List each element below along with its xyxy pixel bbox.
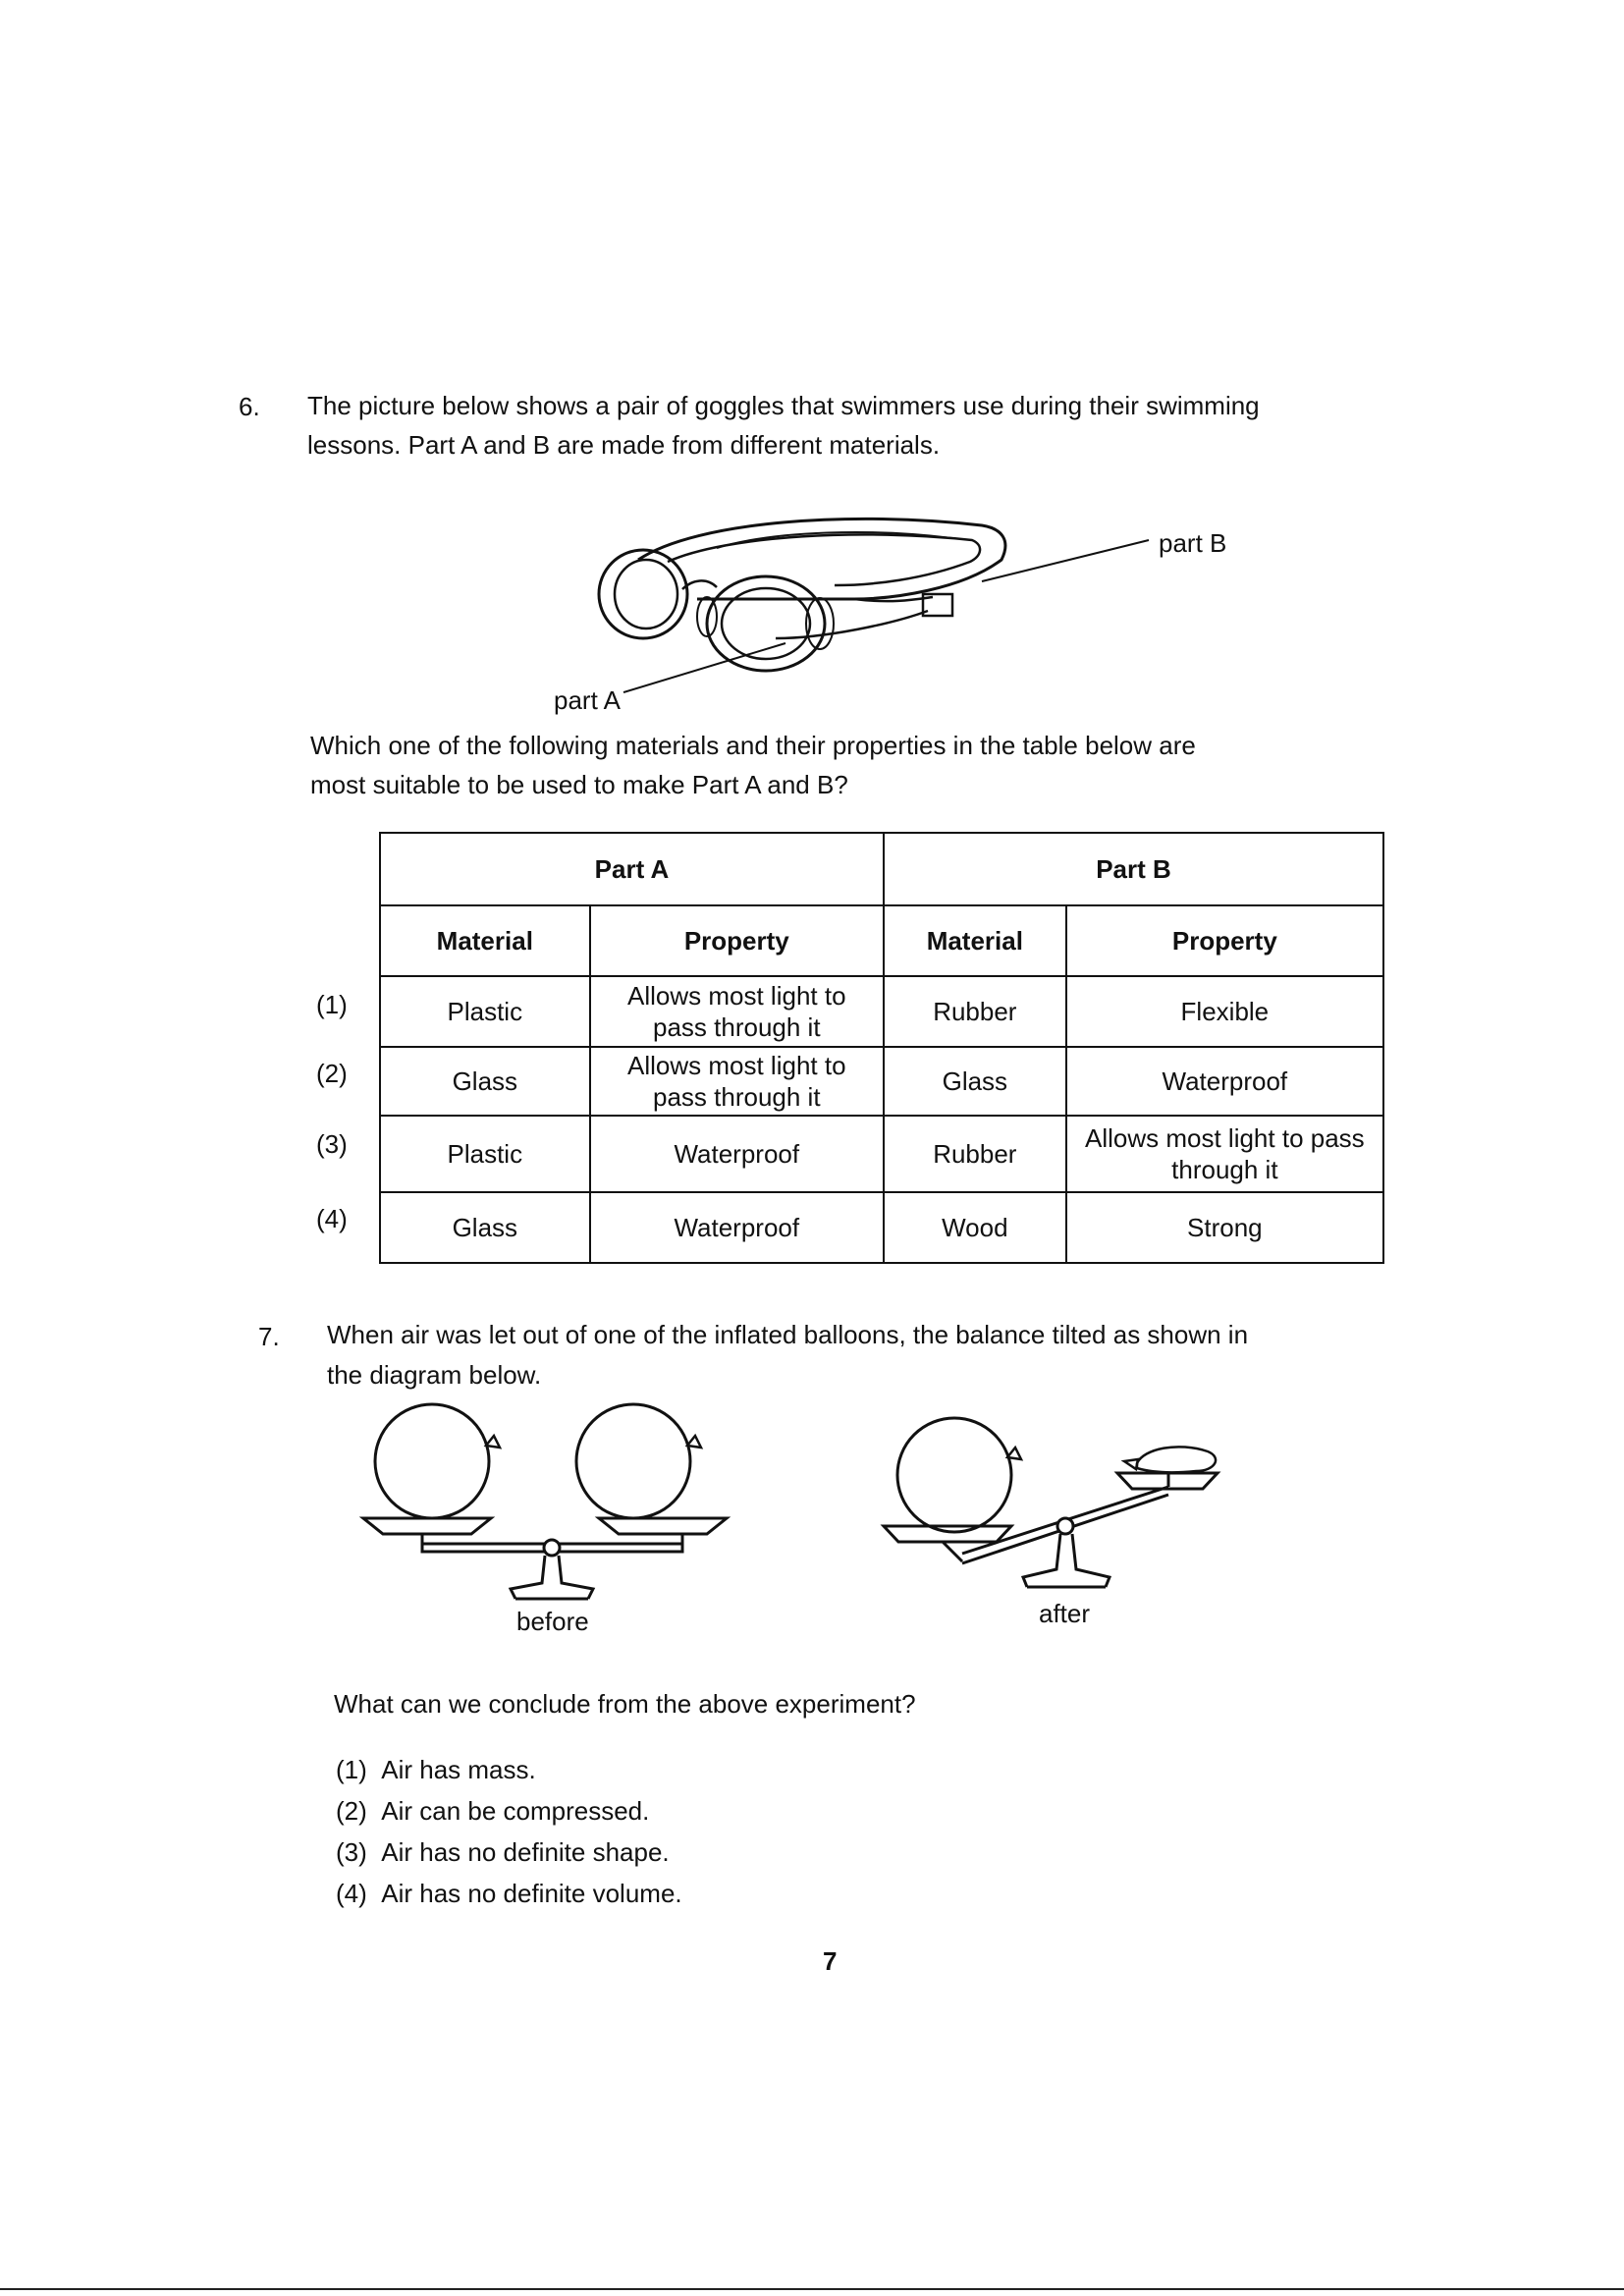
table-cell: Plastic	[380, 976, 590, 1047]
option-label: (1)	[336, 1755, 367, 1784]
table-cell: Plastic	[380, 1116, 590, 1192]
header-property-b: Property	[1066, 905, 1383, 976]
table-cell: Strong	[1066, 1192, 1383, 1263]
table-row	[380, 976, 1383, 1047]
table-row	[380, 1047, 1383, 1116]
caption-before: before	[516, 1607, 589, 1636]
question-7-text-line2: the diagram below.	[327, 1360, 542, 1390]
table-cell: Rubber	[884, 976, 1066, 1047]
question-6-prompt-line2: most suitable to be used to make Part A and B?	[310, 770, 848, 799]
table-cell: Wood	[884, 1192, 1066, 1263]
table-cell: Rubber	[884, 1116, 1066, 1192]
table-cell: Allows most light to pass through it	[590, 976, 884, 1047]
option-label: (2)	[336, 1796, 367, 1826]
balance-before-illustration	[363, 1404, 736, 1601]
option-text: Air has no definite shape.	[381, 1837, 670, 1867]
option-label: (3)	[336, 1837, 367, 1867]
question-7-text-line1: When air was let out of one of the inflated balloons, the balance tilted as shown in	[327, 1320, 1249, 1349]
table-cell: Allows most light to pass through it	[1066, 1116, 1383, 1192]
option-text: Air has no definite volume.	[381, 1879, 682, 1908]
option-label: (4)	[336, 1879, 367, 1908]
header-material-b: Material	[884, 905, 1066, 976]
table-cell: Glass	[380, 1047, 590, 1116]
option-1	[336, 1755, 536, 1785]
option-3	[336, 1837, 670, 1868]
goggles-illustration	[579, 501, 1168, 717]
row-label: (1)	[316, 990, 348, 1019]
row-label: (4)	[316, 1204, 348, 1233]
label-part-b: part B	[1159, 528, 1227, 558]
table-row	[380, 1192, 1383, 1263]
row-label: (3)	[316, 1129, 348, 1159]
option-text: Air has mass.	[381, 1755, 536, 1784]
table-cell: Glass	[380, 1192, 590, 1263]
table-cell: Flexible	[1066, 976, 1383, 1047]
table-cell: Glass	[884, 1047, 1066, 1116]
label-part-a: part A	[554, 685, 621, 715]
option-4	[336, 1879, 682, 1909]
materials-table	[379, 832, 1384, 1264]
question-6-text-line2: lessons. Part A and B are made from different materials.	[307, 430, 941, 460]
scan-edge-line	[0, 2288, 1624, 2290]
page-number: 7	[823, 1946, 838, 1976]
table-cell: Allows most light to pass through it	[590, 1047, 884, 1116]
header-part-b: Part B	[884, 833, 1383, 905]
caption-after: after	[1039, 1599, 1091, 1628]
table-row	[380, 1116, 1383, 1192]
table-cell: Waterproof	[1066, 1047, 1383, 1116]
option-text: Air can be compressed.	[381, 1796, 650, 1826]
question-7-number: 7.	[258, 1322, 280, 1351]
header-property-a: Property	[590, 905, 884, 976]
question-6-number: 6.	[239, 392, 260, 421]
question-6-text-line1: The picture below shows a pair of goggles that swimmers use during their swimming	[307, 391, 1260, 420]
table-cell: Waterproof	[590, 1116, 884, 1192]
balance-after-illustration	[884, 1414, 1237, 1601]
question-7-prompt: What can we conclude from the above experiment?	[334, 1689, 916, 1719]
row-label: (2)	[316, 1059, 348, 1088]
header-part-a: Part A	[380, 833, 884, 905]
header-material-a: Material	[380, 905, 590, 976]
option-2	[336, 1796, 649, 1827]
table-cell: Waterproof	[590, 1192, 884, 1263]
question-6-prompt-line1: Which one of the following materials and their properties in the table below are	[310, 731, 1196, 760]
